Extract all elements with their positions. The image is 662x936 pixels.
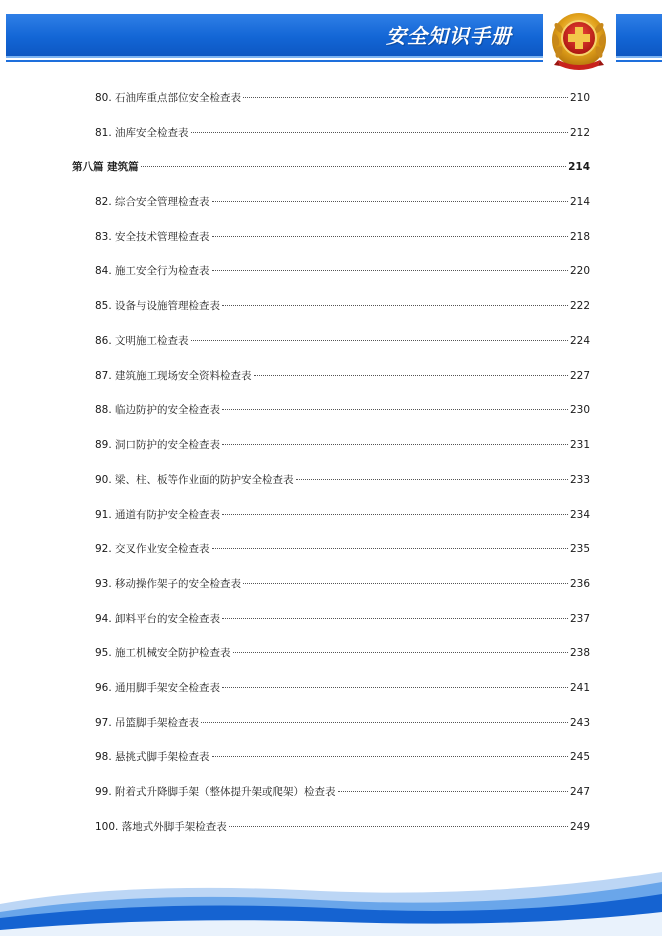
safety-emblem-icon — [548, 10, 610, 72]
toc-entry[interactable] — [95, 403, 590, 417]
header-underline — [6, 60, 543, 62]
toc-entry-title: 96. 通用脚手架安全检查表 — [95, 682, 221, 694]
dot-leader — [212, 236, 568, 237]
toc-entry[interactable] — [95, 542, 590, 556]
toc-entry-title: 99. 附着式升降脚手架（整体提升架或爬架）检查表 — [95, 786, 336, 798]
toc-entry-title: 98. 悬挑式脚手架检查表 — [95, 751, 210, 763]
toc-entry[interactable] — [95, 91, 590, 105]
dot-leader — [243, 583, 568, 584]
dot-leader — [222, 444, 568, 445]
toc-entry-title: 88. 临边防护的安全检查表 — [95, 404, 221, 416]
toc-entry-page: 218 — [569, 231, 590, 243]
toc-entry-page: 214 — [568, 161, 590, 173]
toc-entry-page: 237 — [569, 613, 590, 625]
toc-entry-page: 249 — [569, 821, 590, 833]
dot-leader — [254, 375, 568, 376]
toc-entry-title: 87. 建筑施工现场安全资料检查表 — [95, 370, 252, 382]
toc-entry-title: 100. 落地式外脚手架检查表 — [95, 821, 227, 833]
toc-entry-page: 235 — [569, 543, 590, 555]
toc-entry-title: 82. 综合安全管理检查表 — [95, 196, 210, 208]
dot-leader — [212, 201, 568, 202]
toc-chapter-entry[interactable] — [72, 160, 590, 174]
dot-leader — [338, 791, 568, 792]
toc-entry-page: 234 — [569, 509, 590, 521]
toc-entry[interactable] — [95, 334, 590, 348]
dot-leader — [296, 479, 568, 480]
toc-entry-title: 83. 安全技术管理检查表 — [95, 231, 210, 243]
dot-leader — [201, 722, 568, 723]
toc-entry-title: 85. 设备与设施管理检查表 — [95, 300, 221, 312]
toc-entry-title: 92. 交叉作业安全检查表 — [95, 543, 210, 555]
toc-entry-page: 212 — [569, 127, 590, 139]
dot-leader — [191, 340, 568, 341]
toc-entry-title: 97. 吊篮脚手架检查表 — [95, 717, 200, 729]
dot-leader — [233, 652, 568, 653]
page-header — [0, 0, 662, 75]
toc-entry-page: 238 — [569, 647, 590, 659]
toc-entry-title: 86. 文明施工检查表 — [95, 335, 189, 347]
toc-entry[interactable] — [95, 750, 590, 764]
toc-entry-page: 247 — [569, 786, 590, 798]
footer-wave-decoration — [0, 860, 662, 936]
toc-entry[interactable] — [95, 785, 590, 799]
toc-entry-page: 241 — [569, 682, 590, 694]
toc-entry-title: 93. 移动操作架子的安全检查表 — [95, 578, 242, 590]
toc-entry[interactable] — [95, 438, 590, 452]
toc-entry-page: 233 — [569, 474, 590, 486]
toc-entry-page: 245 — [569, 751, 590, 763]
dot-leader — [222, 687, 568, 688]
toc-entry-title: 80. 石油库重点部位安全检查表 — [95, 92, 242, 104]
dot-leader — [212, 270, 568, 271]
toc-entry-title: 89. 洞口防护的安全检查表 — [95, 439, 221, 451]
toc-entry-page: 230 — [569, 404, 590, 416]
page-title: 安全知识手册 — [386, 24, 512, 48]
dot-leader — [243, 97, 568, 98]
toc-entry[interactable] — [95, 716, 590, 730]
dot-leader — [222, 514, 568, 515]
toc-entry-title: 95. 施工机械安全防护检查表 — [95, 647, 231, 659]
toc-entry[interactable] — [95, 230, 590, 244]
dot-leader — [229, 826, 568, 827]
dot-leader — [222, 409, 568, 410]
toc-entry[interactable] — [95, 577, 590, 591]
toc-entry[interactable] — [95, 369, 590, 383]
toc-entry-title: 84. 施工安全行为检查表 — [95, 265, 210, 277]
dot-leader — [222, 618, 568, 619]
toc-entry-page: 224 — [569, 335, 590, 347]
toc-entry-page: 236 — [569, 578, 590, 590]
dot-leader — [222, 305, 568, 306]
toc-entry-page: 243 — [569, 717, 590, 729]
toc-entry-page: 214 — [569, 196, 590, 208]
toc-entry[interactable] — [95, 612, 590, 626]
toc-entry[interactable] — [95, 820, 590, 834]
toc-chapter-title: 第八篇 建筑篇 — [72, 161, 139, 173]
dot-leader — [212, 756, 568, 757]
toc-entry-page: 222 — [569, 300, 590, 312]
toc-entry[interactable] — [95, 264, 590, 278]
toc-entry[interactable] — [95, 646, 590, 660]
header-bar-right — [616, 14, 662, 58]
toc-entry-page: 210 — [569, 92, 590, 104]
toc-entry[interactable] — [95, 195, 590, 209]
toc-entry[interactable] — [95, 126, 590, 140]
toc-entry-page: 227 — [569, 370, 590, 382]
toc-entry-title: 91. 通道有防护安全检查表 — [95, 509, 221, 521]
toc-entry-title: 94. 卸料平台的安全检查表 — [95, 613, 221, 625]
toc-entry[interactable] — [95, 681, 590, 695]
toc-entry-page: 231 — [569, 439, 590, 451]
toc-entry[interactable] — [95, 473, 590, 487]
dot-leader — [191, 132, 568, 133]
toc-entry-title: 90. 梁、柱、板等作业面的防护安全检查表 — [95, 474, 294, 486]
header-underline-right — [616, 60, 662, 62]
toc-entry[interactable] — [95, 508, 590, 522]
toc-entry-page: 220 — [569, 265, 590, 277]
dot-leader — [141, 166, 566, 167]
toc-entry[interactable] — [95, 299, 590, 313]
dot-leader — [212, 548, 568, 549]
toc-entry-title: 81. 油库安全检查表 — [95, 127, 189, 139]
